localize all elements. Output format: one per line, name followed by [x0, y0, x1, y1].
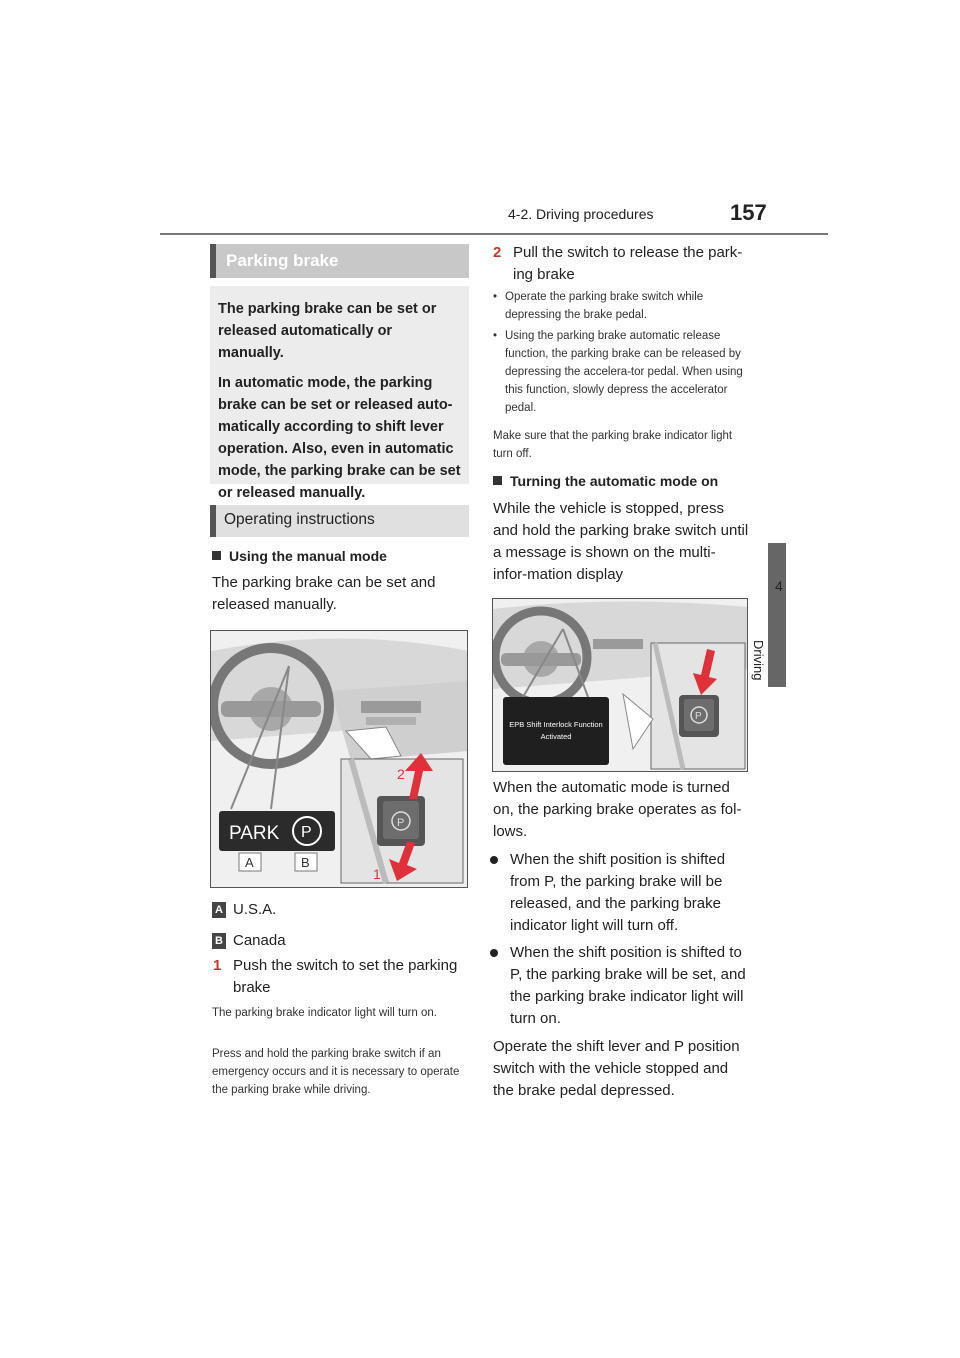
- note-emergency: Press and hold the parking brake switch if an emergency occurs and it is necessary to operate the parking brake while driving.: [212, 1048, 460, 1096]
- auto-after-text: When the automatic mode is turned on, the parking brake operates as fol-lows.: [493, 779, 742, 840]
- chapter-tab-bar: [768, 543, 786, 687]
- auto-bullet-shift-from-p: When the shift position is shifted from P, the parking brake will be released, and the parking brake indicator light will turn off.: [510, 849, 748, 937]
- step-2-text: Pull the switch to release the park-ing brake: [513, 244, 743, 283]
- square-bullet-icon: [212, 551, 221, 560]
- park-display-text: PARK: [229, 823, 280, 844]
- closing-text: Operate the shift lever and P position switch with the vehicle stopped and the brake pedal depressed.: [493, 1038, 740, 1099]
- intro-paragraph: In automatic mode, the parking brake can be set or released auto-matically according to shift lever operation. Also, even in automatic mode, the parking brake can be set or released manually.: [218, 375, 461, 501]
- bullet-dot-icon: [490, 856, 498, 864]
- chapter-number: 4: [775, 578, 783, 594]
- step-1-number: 1: [213, 957, 222, 974]
- auto-bullet-shift-to-p: When the shift position is shifted to P, the parking brake will be set, and the parking brake indicator light will turn on.: [510, 942, 748, 1030]
- svg-text:P: P: [301, 824, 312, 841]
- message-line-1: EPB Shift Interlock Function: [509, 720, 603, 729]
- chapter-label: Driving: [751, 640, 766, 681]
- section-title: 4-2. Driving procedures: [508, 206, 654, 222]
- figure-label-b: B: [301, 855, 310, 870]
- legend-text-usa: U.S.A.: [233, 901, 277, 918]
- legend-badge-b: B: [212, 933, 226, 949]
- arrow-2-label: 2: [397, 766, 405, 782]
- cockpit-illustration: [211, 631, 468, 888]
- step-1-text: Push the switch to set the parking brake: [233, 957, 458, 996]
- auto-mode-heading: Turning the automatic mode on: [493, 473, 718, 489]
- manual-mode-heading: Using the manual mode: [212, 548, 387, 564]
- note-indicator-off: Make sure that the parking brake indicator light turn off.: [493, 430, 733, 460]
- intro-paragraph: The parking brake can be set or released automatically or manually.: [218, 301, 437, 361]
- intro-box: [210, 286, 469, 501]
- parking-brake-heading: Parking brake: [210, 244, 469, 278]
- header-rule: [160, 233, 828, 235]
- small-bullet-auto-release: Using the parking brake automatic release function, the parking brake can be released by depressing the accelera-tor pedal. When using this function, slowly depress the accelerator pedal.: [505, 330, 743, 414]
- message-line-2: Activated: [540, 732, 572, 741]
- automatic-mode-figure: [492, 598, 748, 772]
- bullet-dot-icon: [490, 949, 498, 957]
- parking-brake-switch-figure: [210, 630, 468, 888]
- manual-mode-text: The parking brake can be set and released manually.: [212, 574, 436, 613]
- step-2-number: 2: [493, 244, 502, 261]
- small-bullet-brake-pedal: Operate the parking brake switch while depressing the brake pedal.: [505, 291, 704, 321]
- legend-text-canada: Canada: [233, 932, 286, 949]
- square-bullet-icon: [493, 476, 502, 485]
- operating-instructions-heading: Operating instructions: [210, 505, 469, 537]
- svg-text:P: P: [397, 817, 405, 829]
- automatic-mode-illustration: [493, 599, 748, 772]
- small-bullet-mark: •: [493, 291, 498, 303]
- figure-label-a: A: [245, 855, 254, 870]
- page-number: 157: [730, 200, 767, 225]
- small-bullet-mark: •: [493, 330, 498, 342]
- legend-badge-a: A: [212, 902, 226, 918]
- auto-mode-text: While the vehicle is stopped, press and hold the parking brake switch until a message is shown on the multi-infor-mation display: [493, 500, 749, 583]
- note-indicator-on: The parking brake indicator light will turn on.: [212, 1007, 438, 1019]
- svg-text:P: P: [695, 711, 702, 722]
- arrow-1-label: 1: [373, 866, 381, 882]
